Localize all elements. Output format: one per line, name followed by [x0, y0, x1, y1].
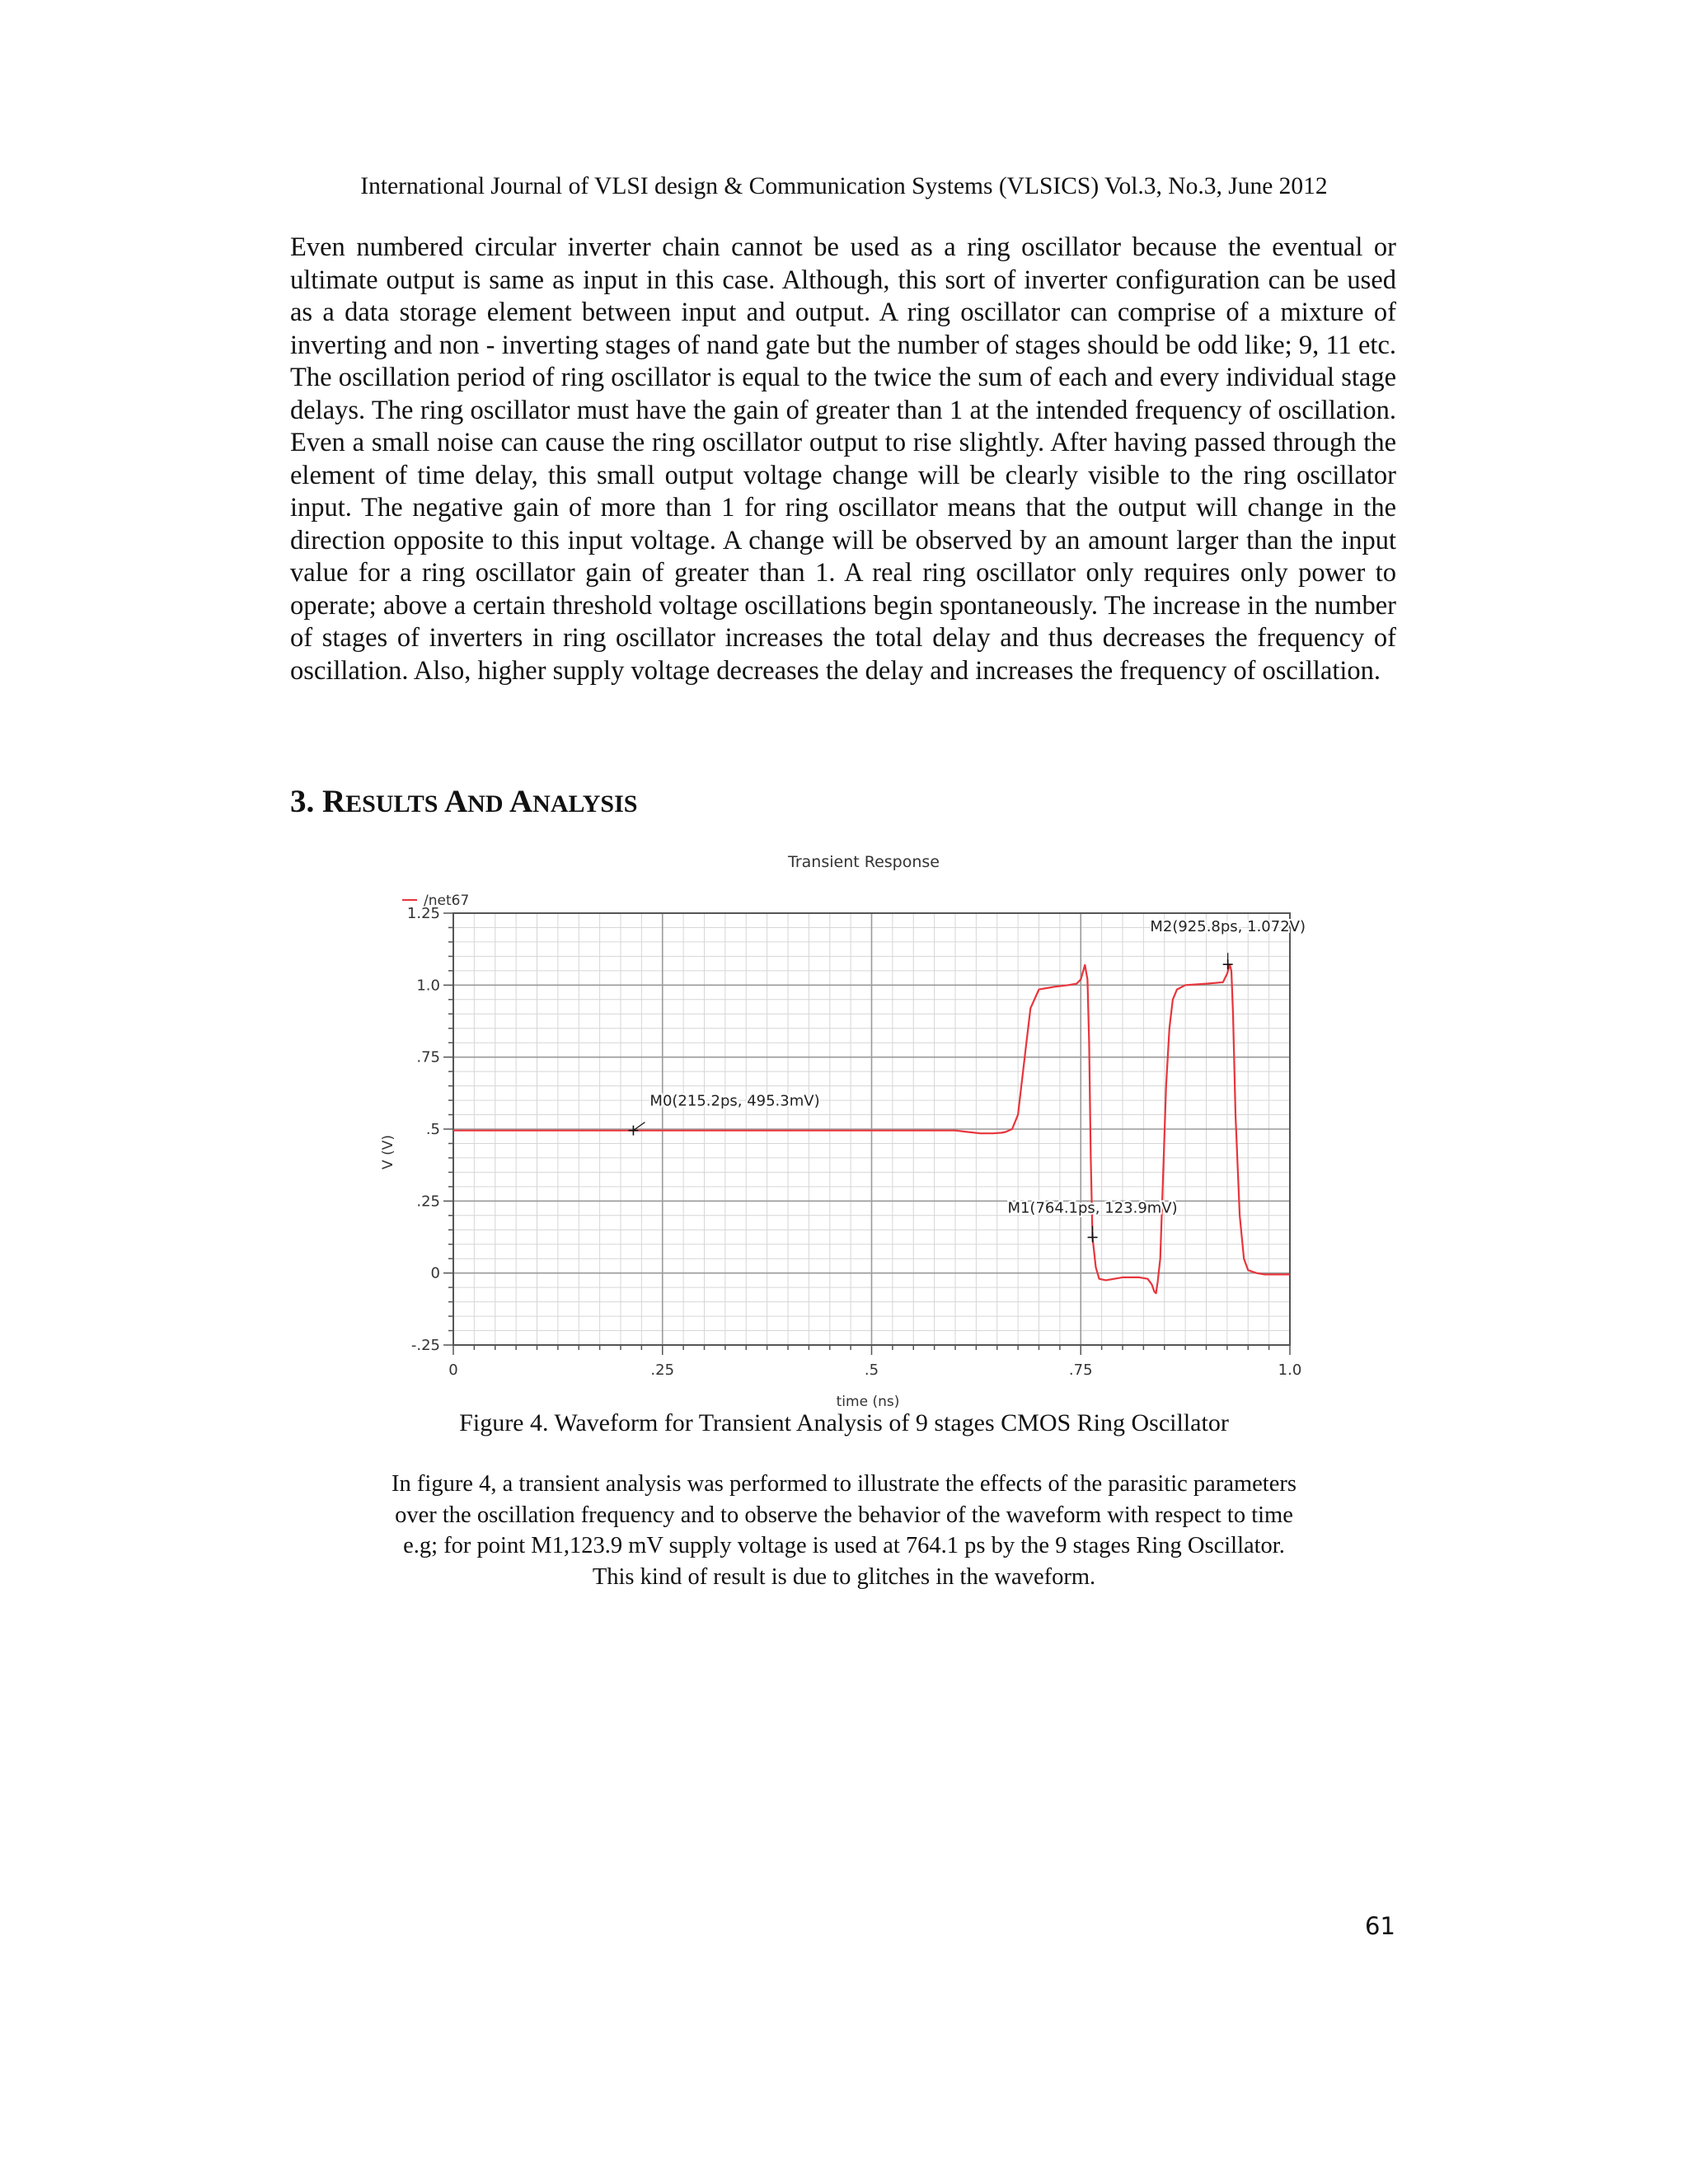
discussion-line: This kind of result is due to glitches in the waveform.: [592, 1563, 1096, 1590]
y-axis-label: V (V): [380, 1135, 396, 1169]
y-tick-label: .5: [425, 1121, 440, 1138]
section-word: RESULTS: [322, 784, 444, 819]
discussion-line: e.g; for point M1,123.9 mV supply voltage is used at 764.1 ps by the 9 stages Ring Oscillator.: [403, 1533, 1285, 1558]
section-number: 3.: [290, 784, 322, 819]
body-paragraph: Even numbered circular inverter chain cannot be used as a ring oscillator because the eventual or ultimate output is same as input in this case. Although, this sort of inverter configuration can be used as a data storage element between input and output. A ring oscillator can comprise of a mixture of inverting and non - inverting stages of nand gate but the number of stages should be odd like; 9, 11 etc. The oscillation period of ring oscillator is equal to the twice the sum of each and every individual stage delays. The ring oscillator must have the gain of greater than 1 at the intended frequency of oscillation. Even a small noise can cause the ring oscillator output to rise slightly. After having passed through the element of time delay, this small output voltage change will be clearly visible to the ring oscillator input. The negative gain of more than 1 for ring oscillator means that the output will change in the direction opposite to this input voltage. A change will be observed by an amount larger than the input value for a ring oscillator gain of greater than 1. A real ring oscillator only requires only power to operate; above a certain threshold voltage oscillations begin spontaneously. The increase in the number of stages of inverters in ring oscillator increases the total delay and thus decreases the frequency of oscillation. Also, higher supply voltage decreases the delay and increases the frequency of oscillation.: [290, 232, 1396, 686]
marker-label: M2(925.8ps, 1.072V): [1150, 918, 1306, 936]
legend-entry: /net67: [424, 893, 470, 909]
marker-label: M1(764.1ps, 123.9mV): [1007, 1199, 1178, 1217]
figure-caption: Figure 4. Waveform for Transient Analysis of 9 stages CMOS Ring Oscillator: [459, 1409, 1229, 1436]
figure-discussion: [330, 1469, 1358, 1592]
x-tick-label: .75: [1068, 1361, 1093, 1379]
page-number: 61: [1365, 1912, 1395, 1940]
y-tick-label: -.25: [410, 1337, 440, 1354]
y-tick-label: 1.25: [406, 905, 440, 922]
discussion-line: over the oscillation frequency and to observe the behavior of the waveform with respect to time: [395, 1502, 1293, 1528]
chart-title: Transient Response: [788, 853, 940, 871]
y-tick-label: 1.0: [416, 977, 440, 995]
y-tick-label: .25: [416, 1193, 440, 1211]
running-header: International Journal of VLSI design & Communication Systems (VLSICS) Vol.3, No.3, June 2012: [360, 173, 1328, 199]
transient-response-chart: [363, 832, 1335, 1409]
section-word: ANALYSIS: [509, 784, 638, 819]
section-heading: [290, 783, 637, 820]
section-word: AND: [443, 784, 509, 819]
x-tick-label: .25: [650, 1361, 675, 1379]
y-tick-label: 0: [430, 1264, 440, 1282]
x-tick-label: 0: [448, 1361, 458, 1379]
x-tick-label: 1.0: [1278, 1361, 1302, 1379]
x-axis-label: time (ns): [836, 1394, 900, 1409]
discussion-line: In figure 4, a transient analysis was performed to illustrate the effects of the parasitic parameters: [392, 1471, 1296, 1497]
x-tick-label: .5: [864, 1361, 879, 1379]
y-tick-label: .75: [416, 1048, 440, 1066]
marker-label: M0(215.2ps, 495.3mV): [649, 1092, 820, 1110]
